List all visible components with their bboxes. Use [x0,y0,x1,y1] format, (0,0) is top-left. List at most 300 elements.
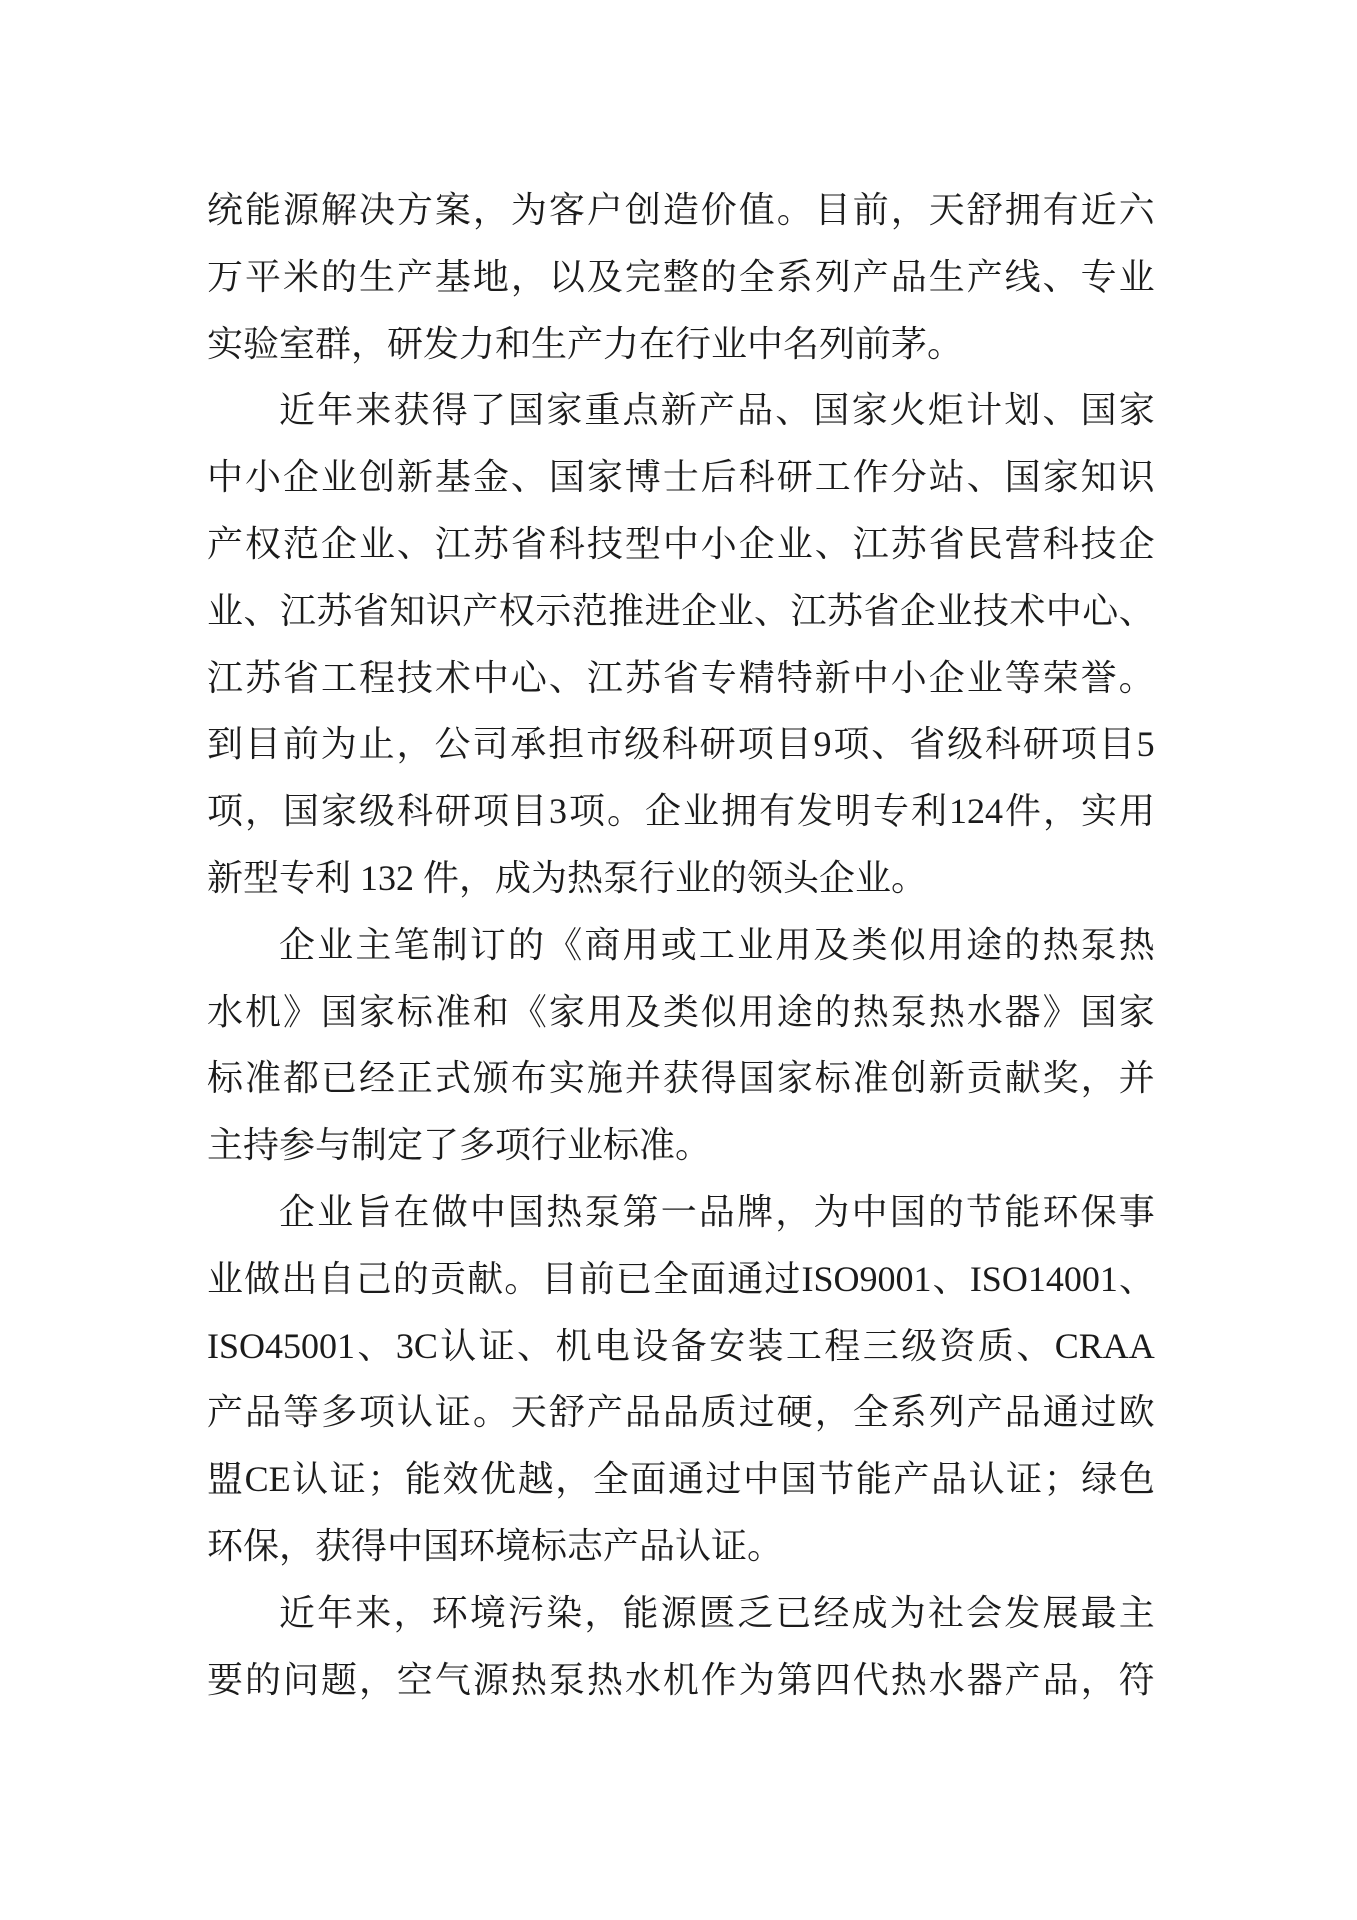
text-run: 《 [510,991,547,1032]
text-run: ， [1042,791,1079,832]
text-run: 的 [700,256,737,297]
text-run: ， [775,1191,812,1232]
text-run: 业 [966,657,1003,698]
text-run: 源 [282,190,319,230]
text-run: 正 [396,1058,433,1099]
text-run: ； [367,1459,404,1500]
text-run: 省 [662,657,699,698]
text-run: 中 [852,657,889,698]
paragraph [207,912,1155,1179]
text-run: 品 [930,1459,967,1500]
text-run: 》 [282,991,319,1032]
text-run: 目 [775,724,812,765]
text-run: 认 [968,1459,1005,1500]
text-run: 得 [700,1058,737,1099]
text-run: 能 [404,1459,441,1500]
text-run: 创 [358,457,395,498]
text-run: 或 [660,924,697,965]
text-run: 识 [1118,457,1155,498]
text-line: 实验室群，研发力和生产力在行业中名列前茅。 [207,323,964,364]
text-run: 牌 [737,1191,774,1232]
text-run: 准 [434,991,471,1032]
text-run: 、 [517,1325,554,1366]
text-line [207,1379,1155,1446]
text-line [207,1045,1155,1112]
text-run: 标 [814,1058,851,1099]
text-run: 国 [1080,390,1117,431]
text-run: 案 [434,190,471,230]
text-run: 污 [508,1592,545,1633]
text-run: 江 [852,523,889,564]
text-run: 、 [1042,256,1079,297]
text-run: 热 [586,1659,623,1700]
text-run: 家 [1118,390,1155,431]
text-run: 火 [889,390,926,431]
text-run: CE [244,1459,291,1500]
text-run: 、 [1118,590,1155,631]
text-run: 、 [396,523,433,564]
text-run: 目 [814,190,851,230]
text-run: 家 [586,457,623,498]
text-run: 安 [709,1325,746,1366]
text-run: 营 [1004,523,1041,564]
text-run: 企 [681,590,718,631]
paragraph [207,1179,1155,1580]
text-run: 多 [320,1392,357,1433]
text-run: 舒 [548,1392,585,1433]
text-run: 技 [396,657,433,698]
text-run: 准 [852,1058,889,1099]
text-run: 技 [972,590,1009,631]
text-line [207,1580,1155,1647]
text-run: 产 [207,1392,244,1433]
text-run: 科 [661,724,698,765]
text-line [207,778,1155,845]
text-run: 制 [431,924,468,965]
text-run: 线 [1004,256,1041,297]
text-run: 及 [813,924,850,965]
text-run: 9 [813,724,832,765]
text-run: 完 [624,256,661,297]
text-run: 献 [1004,1058,1041,1099]
text-run: 机 [244,991,281,1032]
text-run: 家 [546,390,583,431]
text-run: 苏 [244,657,281,698]
text-line [207,578,1155,645]
text-run: 省 [510,523,547,564]
text-run: 、 [1118,1258,1155,1299]
text-run: 会 [966,1592,1003,1633]
text-run: 生 [358,256,395,297]
text-run: 企 [928,657,965,698]
text-run: 目 [541,1258,578,1299]
text-run: 博 [624,457,661,498]
text-run: 能 [1004,1191,1041,1232]
text-run: 示 [535,590,572,631]
text-run: 染 [546,1592,583,1633]
text-run: 得 [431,390,468,431]
text-run: 124 [948,791,1003,832]
text-run: 布 [510,1058,547,1099]
text-run: 识 [425,590,462,631]
text-run: 后 [700,457,737,498]
text-run: 科 [1042,523,1079,564]
text-run: 过 [705,1459,742,1500]
text-run: 炬 [927,390,964,431]
text-run: 家 [1042,457,1079,498]
text-run: 级 [359,791,396,832]
text-run: ， [1080,1058,1117,1099]
text-run: 术 [434,657,471,698]
text-run: 生 [928,256,965,297]
text-run: 认 [440,1325,477,1366]
text-run: 能 [244,190,281,230]
text-run: 目 [244,724,281,765]
text-run: 能 [855,1459,892,1500]
text-run: 都 [282,1058,319,1099]
text-run: 产 [966,1392,1003,1433]
text-run: 经 [813,1592,850,1633]
text-run: 乏 [737,1592,774,1633]
text-run: 术 [1009,590,1046,631]
text-run: 到 [207,724,244,765]
text-run: 江 [207,657,244,698]
text-run: 点 [622,390,659,431]
text-run: 硬 [776,1392,813,1433]
text-run: 产 [586,1392,623,1433]
text-run: 承 [510,724,547,765]
text-run: 环 [431,1592,468,1633]
text-run: 面 [630,1459,667,1500]
text-run: 、 [510,457,547,498]
text-run: 认 [292,1459,329,1500]
text-run: 企 [279,924,316,965]
text-run: 知 [389,590,426,631]
text-run: 业 [737,924,774,965]
text-run: 业 [317,924,354,965]
text-run: 解 [320,190,357,230]
text-run: 技 [1080,523,1117,564]
text-run: 业 [320,457,357,498]
text-run: 苏 [826,590,863,631]
text-run: 小 [244,457,281,498]
text-run: 誉 [1080,657,1117,698]
text-run: 年 [317,390,354,431]
text-run: 问 [282,1659,319,1700]
text-run: 创 [890,1058,927,1099]
text-run: ， [393,1592,430,1633]
text-run: 省 [282,657,319,698]
text-run: 企 [282,457,319,498]
text-run: 士 [662,457,699,498]
text-run: 和 [472,991,509,1032]
text-run: 为 [813,1191,850,1232]
text-run: 通 [1042,1392,1079,1433]
text-run: 值 [738,190,775,230]
text-run: 发 [1004,1592,1041,1633]
text-run: 品 [624,1392,661,1433]
text-run: 最 [1080,1592,1117,1633]
text-line [207,1313,1155,1380]
text-run: 荣 [1042,657,1079,698]
text-run: 目 [511,791,548,832]
text-run: 项 [568,791,605,832]
text-run: 中 [472,657,509,698]
text-run: 贡 [966,1058,1003,1099]
text-run: ， [472,190,509,230]
text-run: 商 [584,924,621,965]
text-run: 止 [358,724,395,765]
text-run: 心 [1082,590,1119,631]
text-run: 近 [279,1592,316,1633]
text-run: 类 [662,991,699,1032]
text-run: 水 [928,1659,965,1700]
text-run: 中 [469,1191,506,1232]
text-run: 旨 [355,1191,392,1232]
text-run: 并 [624,1058,661,1099]
text-run: 程 [824,1325,861,1366]
text-run: 新 [660,390,697,431]
text-run: 省 [863,590,900,631]
text-run: 电 [593,1325,630,1366]
text-run: 节 [966,1191,1003,1232]
text-run: 备 [670,1325,707,1366]
text-run: 拥 [1004,190,1041,230]
text-run: 整 [662,256,699,297]
text-line [207,377,1155,444]
text-run: 产 [893,1459,930,1500]
text-run: 泵 [890,991,927,1032]
text-run: 、 [814,523,851,564]
text-run: 订 [469,924,506,965]
text-run: 米 [282,256,319,297]
text-line [207,711,1155,778]
text-run: 标 [396,991,433,1032]
text-run: 项 [473,791,510,832]
text-run: 小 [700,523,737,564]
text-run: ； [1043,1459,1080,1500]
text-block [207,177,1155,1713]
text-line [207,645,1155,712]
text-run: 颁 [472,1058,509,1099]
text-run: 用 [622,924,659,965]
text-run: 科 [548,523,585,564]
text-run: 绿 [1081,1459,1118,1500]
text-run: 》 [1042,991,1079,1032]
text-run: 、 [357,1325,394,1366]
text-run: 市 [586,724,623,765]
text-run: 价 [700,190,737,230]
text-run: 用 [1118,791,1155,832]
text-run: 国 [780,1459,817,1500]
text-run: 三 [862,1325,899,1366]
text-run: 、 [548,657,585,698]
text-run: 用 [775,924,812,965]
text-run: 献 [467,1258,504,1299]
text-run: 获 [662,1058,699,1099]
text-run: 国 [283,791,320,832]
text-run: 过 [1080,1392,1117,1433]
text-run: 热 [546,1191,583,1232]
text-run: 及 [624,991,661,1032]
text-run: 系 [890,1392,927,1433]
text-run: 、 [243,590,280,631]
paragraph [207,1580,1155,1714]
text-run: 的 [320,256,357,297]
text-line [207,1647,1155,1714]
text-run: 机 [662,1659,699,1700]
text-run: 型 [624,523,661,564]
text-run: 用 [586,991,623,1032]
text-run: 品 [662,1392,699,1433]
text-run: 基 [434,457,471,498]
text-run: 项 [833,724,870,765]
text-run: 国 [1080,991,1117,1032]
text-run: 统 [207,190,244,230]
text-run: 境 [469,1592,506,1633]
text-run: 证 [1006,1459,1043,1500]
text-run: 过 [764,1258,801,1299]
text-run: 笔 [393,924,430,965]
text-run: 用 [927,924,964,965]
text-run: 分 [890,457,927,498]
text-run: 代 [852,1659,889,1700]
text-run: 划 [1004,390,1041,431]
text-run: 业 [717,590,754,631]
text-run: 新 [814,657,851,698]
text-run: 心 [510,657,547,698]
text-run: 有 [758,791,795,832]
text-run: 的 [508,924,545,965]
text-line [207,1179,1155,1246]
text-run: 范 [571,590,608,631]
text-run: 。 [1118,657,1155,698]
text-run: 品 [890,256,927,297]
text-run: 认 [396,1392,433,1433]
text-run: 、 [966,457,1003,498]
text-run: ， [1080,1659,1117,1700]
text-run: 已 [775,1592,812,1633]
text-line: 新型专利 132 件，成为热泵行业的领头企业。 [207,857,928,898]
text-run: 方 [396,190,433,230]
text-run: 家 [1118,991,1155,1032]
text-run: 业 [317,1191,354,1232]
text-run: 匮 [698,1592,735,1633]
text-run: 准 [244,1058,281,1099]
text-run: 为 [320,724,357,765]
text-run: 自 [318,1258,355,1299]
text-run: 、 [775,390,812,431]
text-run: 精 [738,657,775,698]
text-run: 及 [586,256,623,297]
text-run: 贡 [429,1258,466,1299]
text-run: 《 [546,924,583,965]
text-run: 产 [966,256,1003,297]
text-run: ， [890,190,927,230]
text-run: 效 [442,1459,479,1500]
text-run: 技 [586,523,623,564]
text-run: 产 [1004,1659,1041,1700]
text-run: 主 [355,924,392,965]
text-run: 省 [928,523,965,564]
text-run: 权 [498,590,535,631]
text-run: 热 [928,991,965,1032]
text-run: 明 [834,791,871,832]
text-run: 国 [1004,457,1041,498]
text-run: 业 [776,523,813,564]
text-run: 产 [207,523,244,564]
text-run: 、 [1016,1325,1053,1366]
text-run: 的 [1004,924,1041,965]
text-run: 气 [434,1659,471,1700]
text-run: ， [555,1459,592,1500]
text-run: 机 [555,1325,592,1366]
text-line [207,511,1155,578]
text-run: 泵 [584,1191,621,1232]
text-run: 国 [548,457,585,498]
text-run: ， [245,791,282,832]
text-run: 苏 [472,523,509,564]
text-line [207,1246,1155,1313]
text-run: 为 [889,1592,926,1633]
text-run: 的 [927,1191,964,1232]
text-run: 江 [279,590,316,631]
text-run: 第 [622,1191,659,1232]
text-run: 项 [737,724,774,765]
text-run: 全 [592,1459,629,1500]
text-run: 热 [1042,924,1079,965]
text-run: 新 [396,457,433,498]
text-run: 奖 [1042,1058,1079,1099]
text-run: 装 [747,1325,784,1366]
text-run: 热 [852,991,889,1032]
text-run: 客 [548,190,585,230]
text-run: 品 [698,1191,735,1232]
text-run: 证 [478,1325,515,1366]
text-run: 家 [776,1058,813,1099]
text-run: 热 [1118,924,1155,965]
text-run: 、 [754,590,791,631]
text-run: 天 [928,190,965,230]
text-run: 作 [852,457,889,498]
text-run: 企 [738,523,775,564]
text-run: 年 [317,1592,354,1633]
text-run: 级 [623,724,660,765]
text-run: 实 [1080,791,1117,832]
text-run: 家 [321,791,358,832]
text-run: 盟 [207,1459,244,1500]
text-run: 成 [851,1592,888,1633]
text-run: 节 [818,1459,855,1500]
text-run: 特 [776,657,813,698]
text-run: 面 [690,1258,727,1299]
text-run: 中 [851,1191,888,1232]
text-run: 做 [244,1258,281,1299]
text-line [207,177,1155,244]
text-run: 施 [586,1058,623,1099]
text-run: 。 [776,190,813,230]
text-run: 获 [393,390,430,431]
text-run: 品 [244,1392,281,1433]
text-run: 展 [1042,1592,1079,1633]
text-run: 企 [644,791,681,832]
text-run: 了 [469,390,506,431]
text-run: 中 [743,1459,780,1500]
text-run: 公 [434,724,471,765]
text-run: 省 [909,724,946,765]
text-run: 来 [355,390,392,431]
text-run: 质 [977,1325,1014,1366]
